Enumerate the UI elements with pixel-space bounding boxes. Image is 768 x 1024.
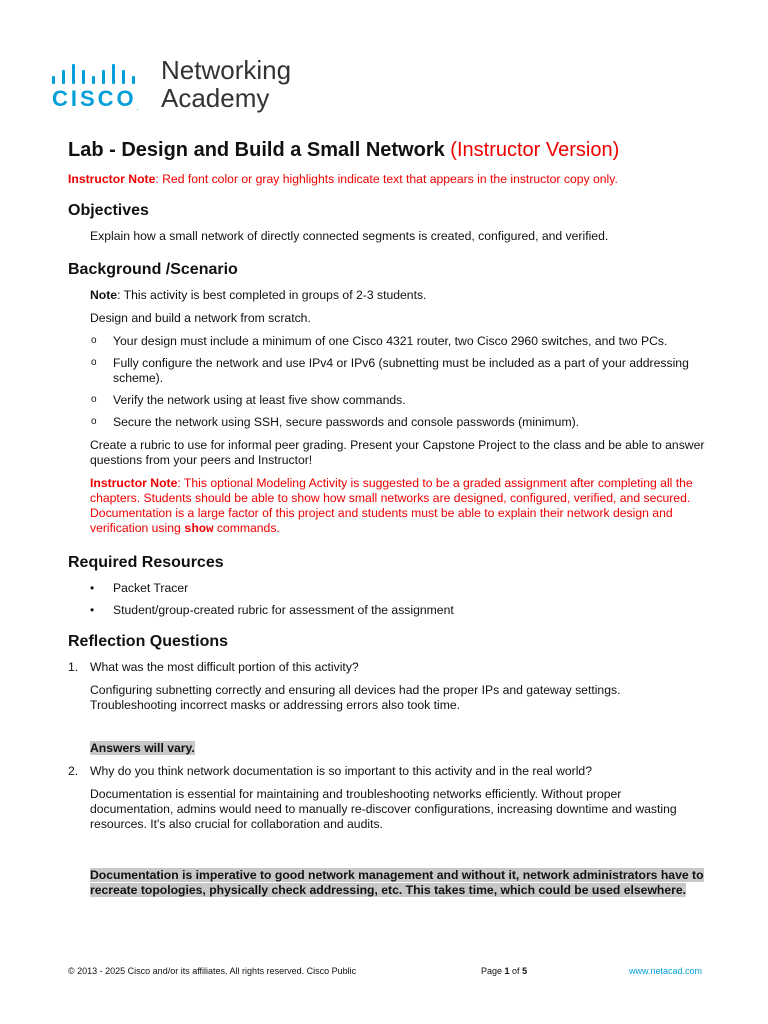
page-total: 5	[522, 966, 528, 976]
title-suffix: (Instructor Version)	[450, 139, 620, 161]
list-item: o Fully configure the network and use IPv4 or IPv6 (subnetting must be included as a part of your addressing scheme).	[113, 356, 708, 386]
document-body	[68, 136, 708, 906]
answer-text: Documentation is essential for maintaining and troubleshooting networks efficiently. Without proper documentation, admins would need to manually re-discover configurations, increasing downtime and wasting resources. It's also crucial for collaboration and audits.	[90, 787, 677, 831]
logo-line2: Academy	[161, 83, 270, 113]
page-number: 1	[504, 966, 510, 976]
page-of: of	[509, 966, 523, 976]
rubric-text: Create a rubric to use for informal peer grading. Present your Capstone Project to the class and be able to answer questions from your peers and Instructor!	[90, 438, 705, 467]
list-item: • Student/group-created rubric for assessment of the assignment	[113, 603, 708, 618]
page-footer	[68, 966, 702, 980]
question-2	[68, 764, 708, 898]
page-prefix: Page	[481, 966, 505, 976]
design-requirements-list	[68, 334, 708, 430]
question-number: 1.	[68, 660, 79, 674]
instructor-note-end: commands.	[213, 521, 280, 535]
page-indicator	[481, 966, 527, 976]
background-heading: Background /Scenario	[68, 261, 238, 278]
cisco-wordmark: CISCO.	[52, 86, 139, 112]
reflection-questions	[68, 660, 708, 898]
objectives-text: Explain how a small network of directly connected segments is created, configured, and verified.	[90, 229, 609, 243]
question-text: What was the most difficult portion of this activity?	[90, 660, 359, 674]
logo-line1: Networking	[161, 55, 292, 85]
instructor-note-top	[68, 172, 708, 187]
title-main: Lab - Design and Build a Small Network	[68, 139, 445, 161]
cisco-bars-icon	[52, 62, 148, 84]
instructor-note-label: Instructor Note	[90, 476, 178, 490]
cisco-networking-academy-logo	[52, 56, 312, 116]
question-number: 2.	[68, 764, 79, 778]
logo-text	[161, 56, 291, 112]
netacad-link[interactable]: www.netacad.com	[628, 966, 702, 976]
reflection-heading: Reflection Questions	[68, 633, 229, 650]
list-item: • Packet Tracer	[113, 581, 708, 596]
copyright-text: © 2013 - 2025 Cisco and/or its affiliates. All rights reserved. Cisco Public	[68, 966, 357, 976]
question-text: Why do you think network documentation is so important to this activity and in the real world?	[90, 764, 592, 778]
resources-list	[68, 581, 708, 618]
instructor-answer: Answers will vary.	[90, 741, 195, 755]
question-1	[68, 660, 708, 756]
show-command: show	[184, 522, 214, 536]
page-title	[68, 136, 708, 164]
note-label: Note	[90, 288, 118, 302]
instructor-note-text: : Red font color or gray highlights indicate text that appears in the instructor copy only.	[155, 172, 618, 186]
note-text: : This activity is best completed in groups of 2-3 students.	[117, 288, 427, 302]
instructor-answer: Documentation is imperative to good network management and without it, network administrators have to recreate topologies, physically check addressing, etc. This takes time, which could be used elsewhere.	[90, 868, 704, 897]
instructor-note-text: : This optional Modeling Activity is suggested to be a graded assignment after completing all the chapters. Students should be able to show how small networks are designed, configured, verified, and secured. Documentation is a large factor of this project and students must be able to explain their network design and verification using	[90, 476, 693, 535]
resources-heading: Required Resources	[68, 554, 224, 571]
answer-text: Configuring subnetting correctly and ensuring all devices had the proper IPs and gateway settings. Troubleshooting incorrect masks or addressing errors also took time.	[90, 683, 621, 712]
list-item: o Verify the network using at least five show commands.	[113, 393, 708, 408]
objectives-heading: Objectives	[68, 202, 149, 219]
list-item: o Your design must include a minimum of one Cisco 4321 router, two Cisco 2960 switches, and two PCs.	[113, 334, 708, 349]
instructor-note-label: Instructor Note	[68, 172, 156, 186]
list-item: o Secure the network using SSH, secure passwords and console passwords (minimum).	[113, 415, 708, 430]
background-intro: Design and build a network from scratch.	[90, 311, 311, 325]
background-note	[90, 288, 708, 303]
instructor-note-modeling	[90, 476, 708, 537]
